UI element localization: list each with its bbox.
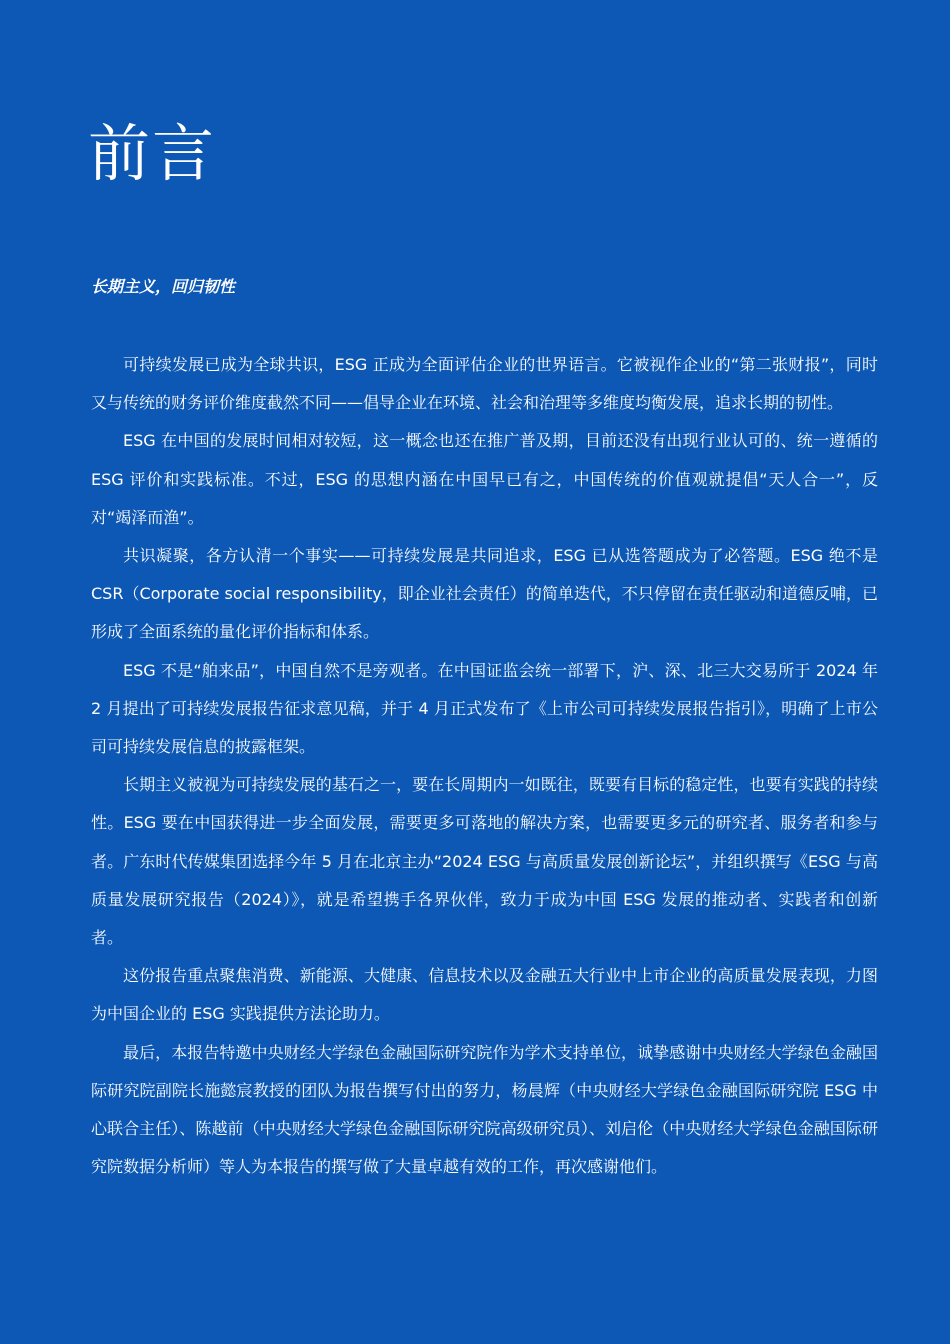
paragraph: ESG 在中国的发展时间相对较短，这一概念也还在推广普及期，目前还没有出现行业认可的、统一遵循的 ESG 评价和实践标准。不过，ESG 的思想内涵在中国早已有之，中国传统的价值观就提倡“天人合一”，反对“竭泽而渔”。 <box>91 431 878 527</box>
body-text <box>91 346 878 1186</box>
paragraph: 共识凝聚，各方认清一个事实——可持续发展是共同追求，ESG 已从选答题成为了必答题。ESG 绝不是 CSR（Corporate social responsibility，即企业社会责任）的简单迭代，不只停留在责任驱动和道德反哺，已形成了全面系统的量化评价指标和体系。 <box>91 546 878 642</box>
paragraph: 长期主义被视为可持续发展的基石之一，要在长周期内一如既往，既要有目标的稳定性，也要有实践的持续性。ESG 要在中国获得进一步全面发展，需要更多可落地的解决方案，也需要更多元的研究者、服务者和参与者。广东时代传媒集团选择今年 5 月在北京主办“2024 ESG 与高质量发展创新论坛”，并组织撰写《ESG 与高质量发展研究报告（2024）》，就是希望携手各界伙伴，致力于成为中国 ESG 发展的推动者、实践者和创新者。 <box>91 775 878 948</box>
paragraph: 可持续发展已成为全球共识，ESG 正成为全面评估企业的世界语言。它被视作企业的“第二张财报”，同时又与传统的财务评价维度截然不同——倡导企业在环境、社会和治理等多维度均衡发展，追求长期的韧性。 <box>91 355 878 413</box>
section-subtitle: 长期主义，回归韧性 <box>91 277 236 296</box>
paragraph: 最后，本报告特邀中央财经大学绿色金融国际研究院作为学术支持单位，诚挚感谢中央财经大学绿色金融国际研究院副院长施懿宸教授的团队为报告撰写付出的努力，杨晨辉（中央财经大学绿色金融国际研究院 ESG 中心联合主任）、陈越前（中央财经大学绿色金融国际研究院高级研究员）、刘启伦（中央财经大学绿色金融国际研究院数据分析师）等人为本报告的撰写做了大量卓越有效的工作，再次感谢他们。 <box>91 1042 878 1177</box>
paragraph: ESG 不是“舶来品”，中国自然不是旁观者。在中国证监会统一部署下，沪、深、北三大交易所于 2024 年 2 月提出了可持续发展报告征求意见稿，并于 4 月正式发布了《上市公司可持续发展报告指引》，明确了上市公司可持续发展信息的披露框架。 <box>91 660 878 757</box>
paragraph: 这份报告重点聚焦消费、新能源、大健康、信息技术以及金融五大行业中上市企业的高质量发展表现，力图为中国企业的 ESG 实践提供方法论助力。 <box>91 966 878 1024</box>
page-title: 前言 <box>88 117 217 190</box>
